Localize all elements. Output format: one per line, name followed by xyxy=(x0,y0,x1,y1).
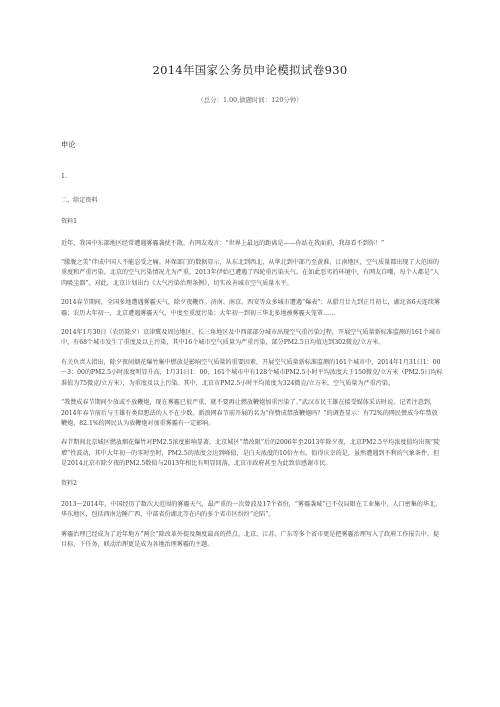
resource-label-1: 资料1 xyxy=(61,218,78,226)
resource-label-2: 资料2 xyxy=(61,479,78,487)
paragraph: 2014年1月30日（农历除夕）京津冀及周边地区、长三角地区及中西部部分城市出现空气重污染过程，开展空气质量新标准监测的161个城市中，有68个城市发生了重度及以上污染，其中16个城市空气质量为严重污染，部分PM2.5日均值达到302微克/立方米。 xyxy=(61,329,442,347)
paragraph: 有关负责人指出，除夕夜间烟花爆竹集中燃放是影响空气质量的重要因素，开展空气质量新标准监测的161个城市中，2014年1月31日1：00～3：00的PM2.5小时浓度明显升高，1月31日1：00，161个城市中有128个城市PM2.5小时平均浓度大于150微克/立方米（PM2.5日均标准值为75微克/立方米），为重度及以上污染。其中，北京市PM2.5小时平均浓度为324微克/立方米，空气质量为严重污染。 xyxy=(61,358,443,387)
section-heading: 申论 xyxy=(61,140,76,149)
item-number: 1. xyxy=(61,173,67,181)
paragraph: “朦胧之美”伴成中国人不能忍受之痛。环保部门的数据显示，从东北到西北，从华北到中部乃至黄淮、江南地区，空气质量都出现了大范围的重度和严重污染。北京的空气污染情况尤为严重，2013年伊始已遭遇了四轮重污染天气。在如此恶劣的环境中，有网友自嘲，每个人都是“人肉吸尘器”。对此，北京计划出台《大气污染治理条例》，切实改善城市空气质量水平。 xyxy=(61,259,440,287)
paragraph: 2013～2014年，中国经历了数次大范围的雾霾天气，最严重的一次曾波及17个省份，“雾霾袭城”已不仅局限在工业集中、人口密集的华北、华东地区，包括西南边陲广西、中部省份湖北等在内的多个省市区纷纷“沦陷”。 xyxy=(61,500,442,519)
document-body xyxy=(61,140,443,560)
exam-info: （总分：1.00,做题时间：120分钟） xyxy=(197,96,303,104)
paragraph: 春节期间北京城区燃放烟花爆竹对PM2.5浓度影响显著。北京城区“禁改限”后的2006年至2013年除夕夜，北京PM2.5平均浓度值均出现“陡增”性波动，其中大年初一的零时至时，PM2.5的浓度会达到峰值，是白天浓度的10倍左右。值得庆幸的是，虽然遭遇到不利的气象条件，但是2014北京市除夕夜的PM2.5数值与2013年相比有明显回落，北京市政府甚至为此致信感谢市民。 xyxy=(61,439,441,468)
paragraph: 雾霾治理已经成为了近年地方“两会”除改革外提及频度最高的热点。北京、江苏、广东等多个省市更是把雾霾治理写入了政府工作报告中。提目标、下任务，联动治理更是成为各地治理雾霾的主题。 xyxy=(61,530,439,549)
section-label: 二、给定资料 xyxy=(61,196,98,204)
document-title: 2014年国家公务员申论模拟试卷930 xyxy=(152,63,348,77)
paragraph: “我赞成春节期间少放或不放鞭炮，现在雾霾已很严重，就不要再让燃放鞭炮加重污染了。”武汉市民王雄在接受媒体采访时说。记者注意到，2014年春节前后与王雄有类似想法的人不在少数。新浪网春节前开展的名为“你赞成禁放鞭炮吗？”的调查显示：有72%的网民赞成今年禁放鞭炮，82.1%的网民认为放鞭炮对加重雾霾有一定影响。 xyxy=(61,399,438,427)
paragraph: 2014春节期间，全国多地遭遇雾霾天气，除夕夜鞭炸。济南、南京、西安等众多城市遭遇“爆表”；从腊月廿九到正月初七，湖北省6天连续雾霾；农历大年初一，北京遭遇雾霾天气，中度至重度污染；大年初一到初三华北多地被雾霾天笼罩…… xyxy=(61,299,441,317)
paragraph: 近年，我国中东部地区经常遭遇雾霾袭扰不散。有网友戏言：“世界上最远的距离是——你站在我面前，我却看不到你！” xyxy=(61,239,385,247)
